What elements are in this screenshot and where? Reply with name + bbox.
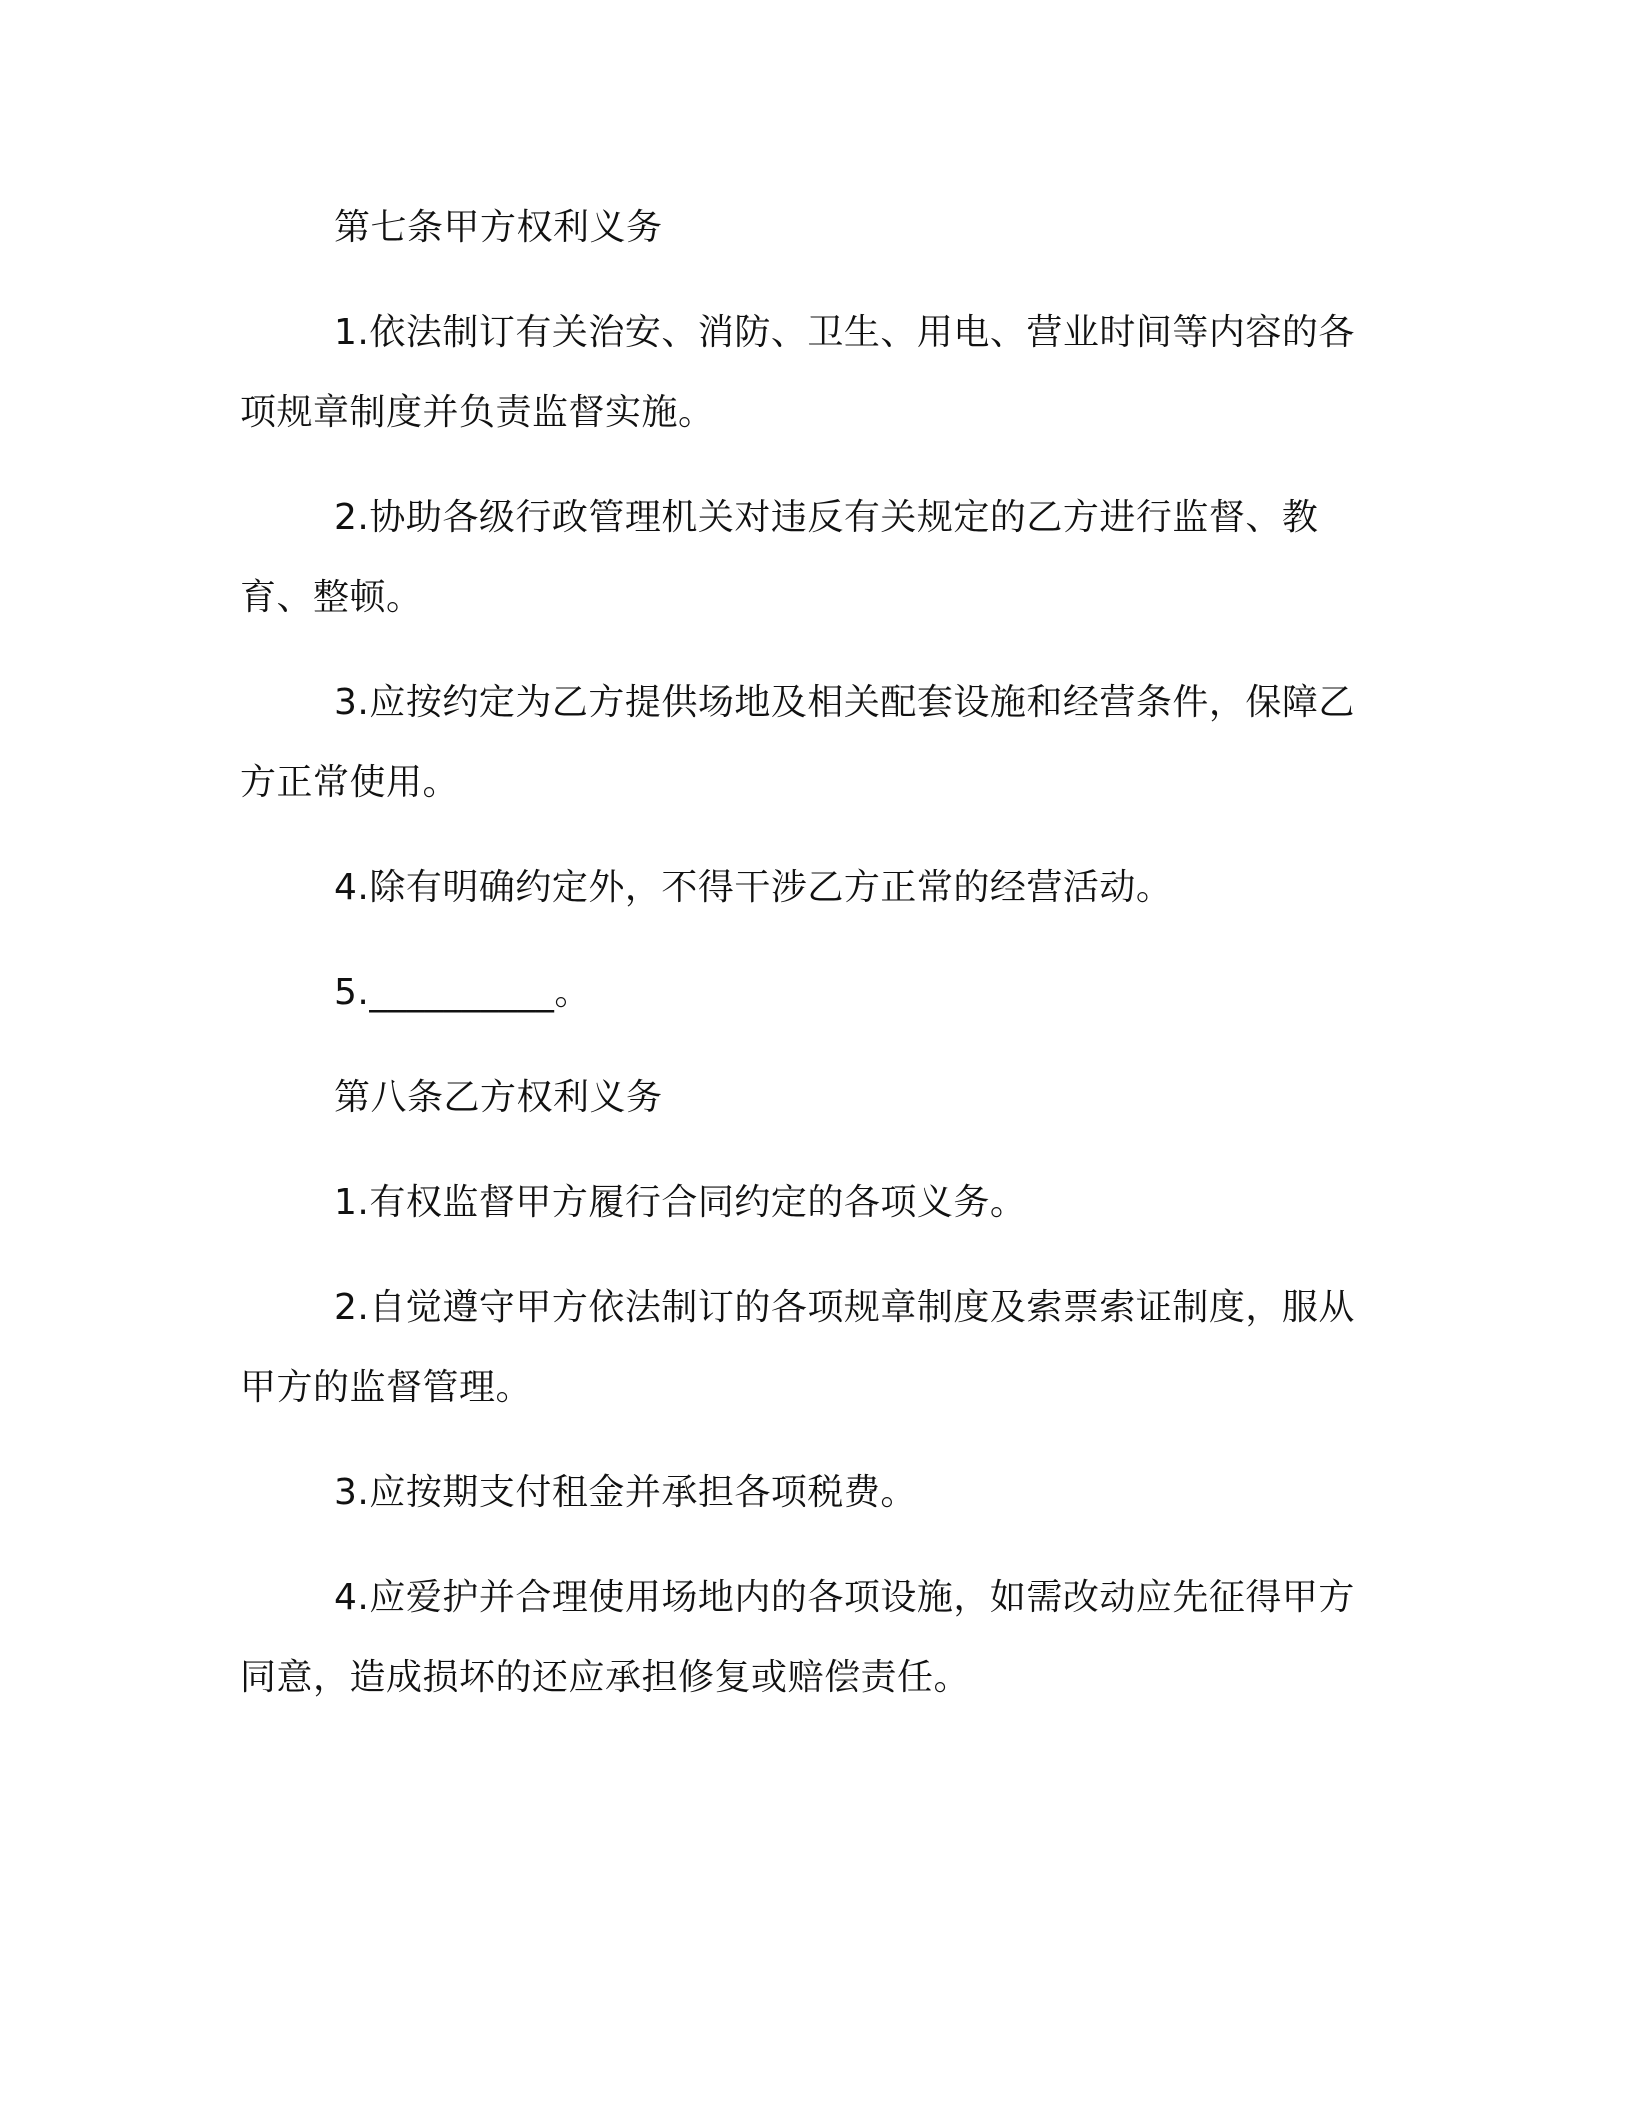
article-8-item-4: 4.应爱护并合理使用场地内的各项设施，如需改动应先征得甲方同意，造成损坏的还应承担修复或赔偿责任。 — [240, 1577, 1355, 1698]
article-7-item-3: 3.应按约定为乙方提供场地及相关配套设施和经营条件，保障乙方正常使用。 — [240, 682, 1355, 803]
article-8-item-2: 2.自觉遵守甲方依法制订的各项规章制度及索票索证制度，服从甲方的监督管理。 — [240, 1287, 1355, 1408]
article-7-heading: 第七条甲方权利义务 — [334, 207, 663, 248]
article-8-item-1: 1.有权监督甲方履行合同约定的各项义务。 — [334, 1182, 1027, 1223]
article-7-item-2: 2.协助各级行政管理机关对违反有关规定的乙方进行监督、教育、整顿。 — [240, 497, 1319, 618]
article-7-item-4: 4.除有明确约定外，不得干涉乙方正常的经营活动。 — [334, 867, 1173, 908]
document-body — [240, 188, 1390, 1743]
article-7-item-5: 5.__________。 — [334, 972, 591, 1013]
article-7-item-1: 1.依法制订有关治安、消防、卫生、用电、营业时间等内容的各项规章制度并负责监督实施。 — [240, 312, 1355, 433]
article-8-item-3: 3.应按期支付租金并承担各项税费。 — [334, 1472, 917, 1513]
article-8-heading: 第八条乙方权利义务 — [334, 1077, 663, 1118]
